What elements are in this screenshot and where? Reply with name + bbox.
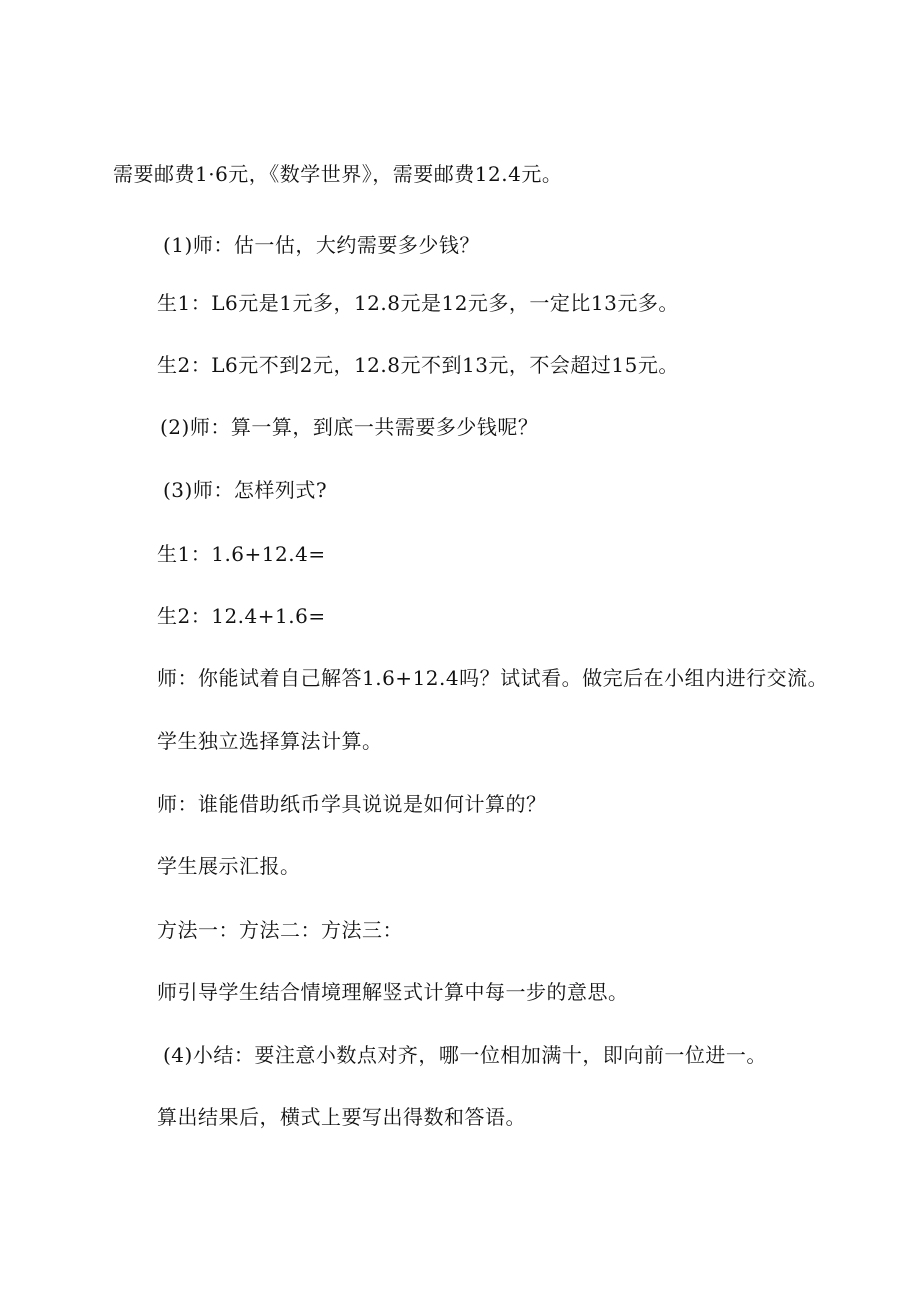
paragraph-teacher-guide: 师引导学生结合情境理解竖式计算中每一步的意思。 xyxy=(157,980,629,1004)
paragraph-student2-estimate: 生2：L6元不到2元，12.8元不到13元，不会超过15元。 xyxy=(157,353,679,377)
paragraph-teacher-calculate: (2)师：算一算，到底一共需要多少钱呢？ xyxy=(160,415,539,439)
paragraph-student-independent: 学生独立选择算法计算。 xyxy=(157,729,383,753)
paragraph-methods: 方法一：方法二：方法三： xyxy=(157,918,403,942)
paragraph-teacher-try: 师：你能试着自己解答1.6+12.4吗？试试看。做完后在小组内进行交流。 xyxy=(157,666,829,690)
paragraph-postage-intro: 需要邮费1·6元，《数学世界》，需要邮费12.4元。 xyxy=(113,162,563,186)
paragraph-student1-estimate: 生1：L6元是1元多，12.8元是12元多，一定比13元多。 xyxy=(157,291,679,315)
paragraph-answer-note: 算出结果后，横式上要写出得数和答语。 xyxy=(157,1105,526,1129)
paragraph-teacher-estimate: (1)师：估一估，大约需要多少钱？ xyxy=(163,233,480,257)
paragraph-teacher-formula: (3)师：怎样列式? xyxy=(163,478,328,502)
paragraph-student-report: 学生展示汇报。 xyxy=(157,854,301,878)
paragraph-teacher-explain: 师：谁能借助纸币学具说说是如何计算的？ xyxy=(157,792,547,816)
paragraph-student1-formula: 生1：1.6+12.4= xyxy=(157,542,326,566)
paragraph-summary: (4)小结：要注意小数点对齐，哪一位相加满十，即向前一位进一。 xyxy=(163,1043,767,1067)
paragraph-student2-formula: 生2：12.4+1.6= xyxy=(157,604,326,628)
